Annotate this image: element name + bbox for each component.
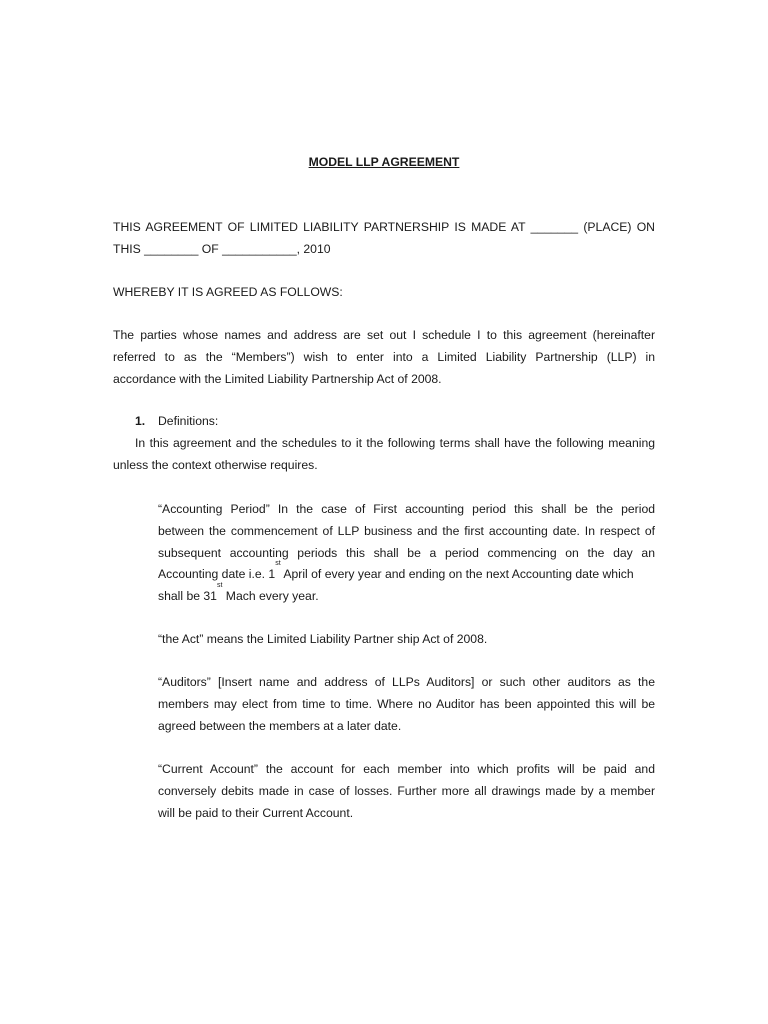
section-intro-line-1: In this agreement and the schedules to it the following terms shall have the following meaning [135,436,655,450]
current-account-line-1: “Current Account” the account for each member into which profits will be paid and [158,762,655,776]
ordinal-suffix: st [216,582,223,589]
parties-line-1: The parties whose names and address are set out I schedule I to this agreement (hereinafter [113,328,655,342]
auditors-line-2: members may elect from time to time. Where no Auditor has been appointed this will be [158,697,655,711]
section-number: 1. [135,414,146,428]
whereby-clause: WHEREBY IT IS AGREED AS FOLLOWS: [113,285,343,299]
accounting-period-line-5 [158,582,319,603]
current-account-line-2: conversely debits made in case of losses. Further more all drawings made by a member [158,784,655,798]
accounting-period-line-2: between the commencement of LLP business and the first accounting date. In respect of [158,524,655,538]
accounting-period-line-5-text-b: Mach every year. [222,589,319,603]
accounting-period-line-1: “Accounting Period” In the case of First accounting period this shall be the period [158,502,655,516]
parties-line-2: referred to as the “Members”) wish to enter into a Limited Liability Partnership (LLP) in [113,350,655,364]
auditors-line-3: agreed between the members at a later date. [158,719,402,733]
ordinal-suffix: st [275,560,281,567]
document-title: MODEL LLP AGREEMENT [308,155,460,169]
accounting-period-line-3: subsequent accounting periods this shall be a period commencing on the day an [158,546,655,560]
auditors-line-1: “Auditors” [Insert name and address of LLPs Auditors] or such other auditors as the [158,675,655,689]
accounting-period-line-4-text-a: Accounting date i.e. 1 [158,567,276,581]
the-act-definition: “the Act” means the Limited Liability Partner ship Act of 2008. [158,632,488,646]
section-heading: Definitions: [158,414,219,428]
section-intro-line-2: unless the context otherwise requires. [113,458,318,472]
accounting-period-line-5-text-a: shall be 31 [158,589,217,603]
accounting-period-line-4-text-b: April of every year and ending on the next Accounting date which [280,567,634,581]
parties-line-3: accordance with the Limited Liability Partnership Act of 2008. [113,372,442,386]
intro-line-2: THIS ________ OF ___________, 2010 [113,242,331,256]
intro-line-1: THIS AGREEMENT OF LIMITED LIABILITY PARTNERSHIP IS MADE AT _______ (PLACE) ON [113,220,655,234]
accounting-period-line-4 [158,560,655,581]
current-account-line-3: will be paid to their Current Account. [158,806,354,820]
